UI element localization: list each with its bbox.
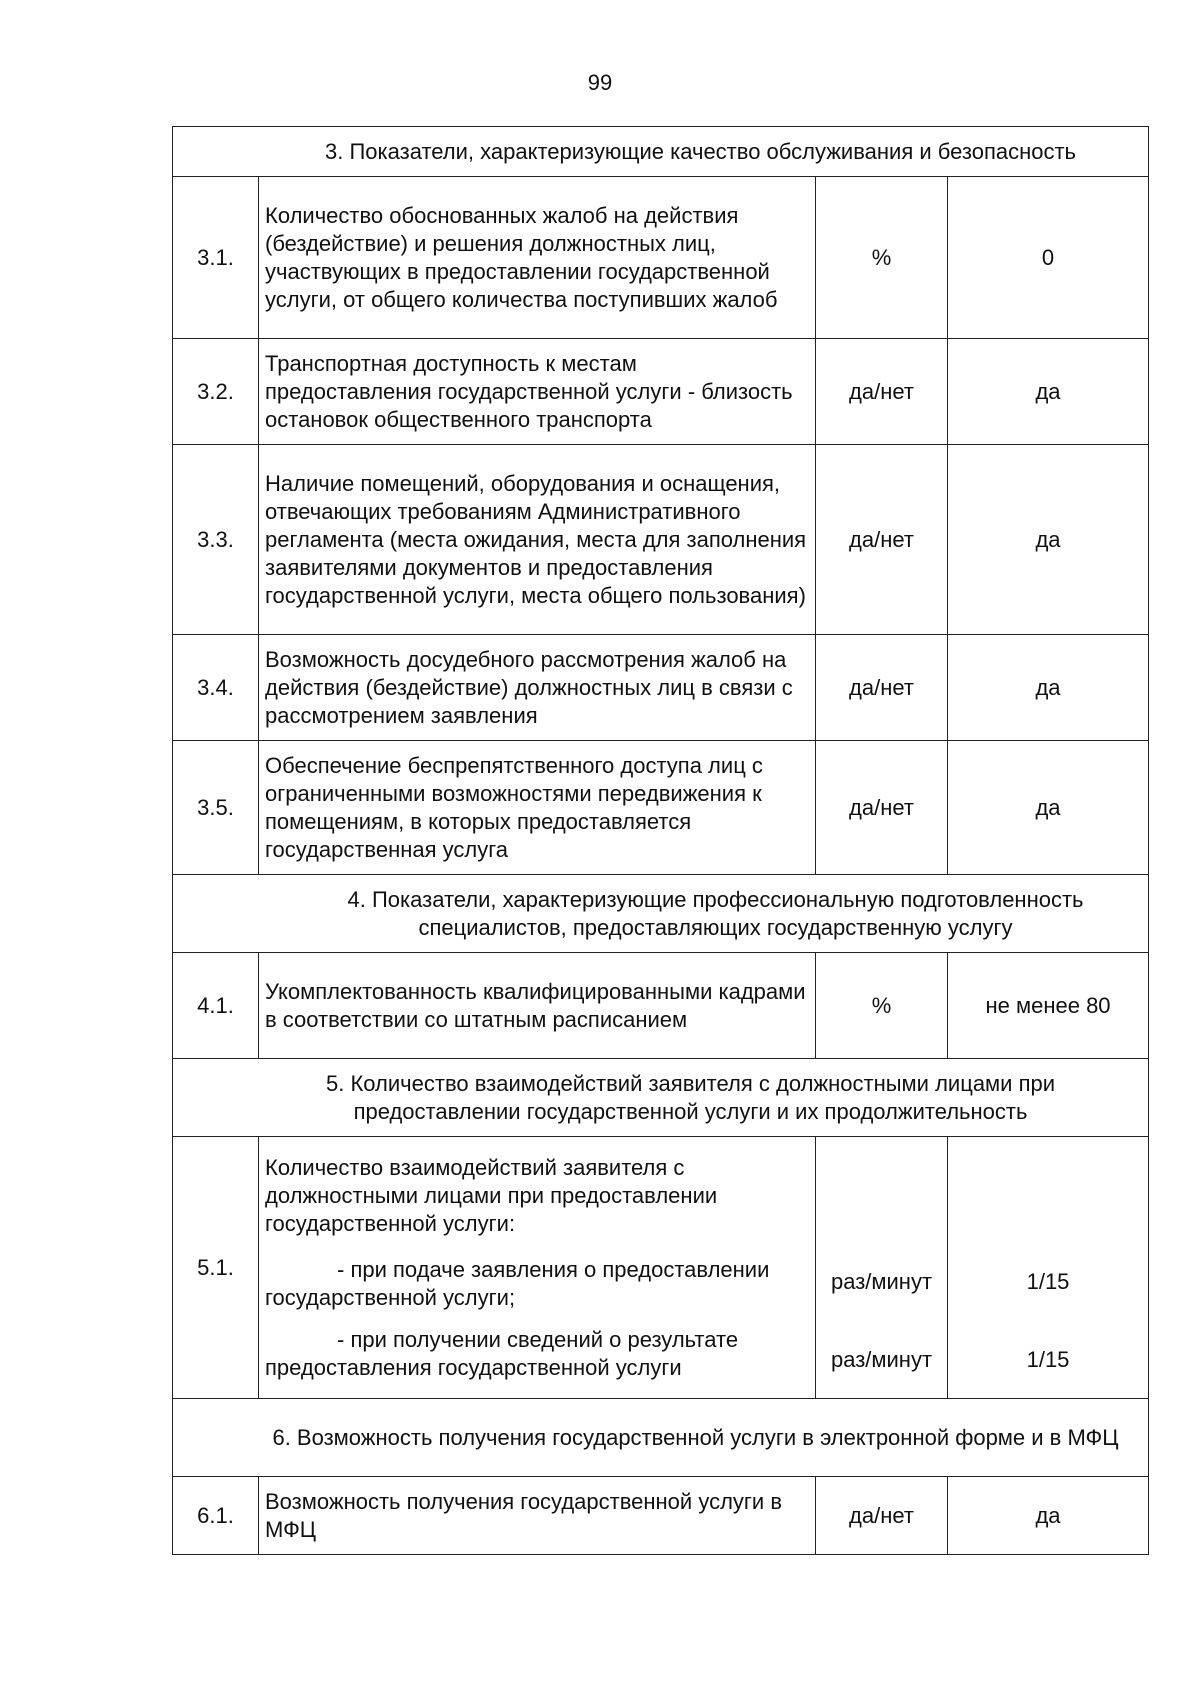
unit-cell: % <box>816 953 948 1059</box>
sub-gap <box>265 1312 809 1326</box>
section-header-row <box>173 127 1149 177</box>
indicator-name: Количество обоснованных жалоб на действия (бездействие) и решения должностных лиц, участвующих в предоставлении государственной услуги, от общего количества поступивших жалоб <box>259 177 816 339</box>
table-row <box>173 445 1149 635</box>
row-number: 3.4. <box>173 635 259 741</box>
indicator-name: Укомплектованность квалифицированными кадрами в соответствии со штатным расписанием <box>259 953 816 1059</box>
table-row <box>173 953 1149 1059</box>
table-row <box>173 1137 1149 1399</box>
section-title: 5. Количество взаимодействий заявителя с должностными лицами при предоставлении государственной услуги и их продолжительность <box>173 1059 1149 1137</box>
section-title: 6. Возможность получения государственной услуги в электронной форме и в МФЦ <box>173 1399 1149 1477</box>
value-cell: да <box>948 635 1149 741</box>
value-cell: не менее 80 <box>948 953 1149 1059</box>
value-cell <box>948 1137 1149 1399</box>
sub-item-text: - при подаче заявления о предоставлении государственной услуги; <box>265 1256 770 1310</box>
section-title: 4. Показатели, характеризующие профессиональную подготовленность специалистов, предоставляющих государственную услугу <box>173 875 1149 953</box>
sub-item-unit: раз/минут <box>830 1346 933 1372</box>
unit-cell: да/нет <box>816 741 948 875</box>
section-header-row <box>173 1059 1149 1137</box>
value-cell: да <box>948 339 1149 445</box>
section-header-row <box>173 1399 1149 1477</box>
table-row <box>173 1477 1149 1555</box>
indicator-name: Транспортная доступность к местам предоставления государственной услуги - близость остановок общественного транспорта <box>259 339 816 445</box>
section-title: 3. Показатели, характеризующие качество обслуживания и безопасность <box>173 127 1149 177</box>
row-number: 6.1. <box>173 1477 259 1555</box>
indicators-table <box>172 126 1149 1555</box>
row-number: 3.2. <box>173 339 259 445</box>
sub-item-value: 1/15 <box>1026 1268 1070 1294</box>
sub-item-unit: раз/минут <box>830 1268 933 1294</box>
unit-cell: да/нет <box>816 339 948 445</box>
unit-cell: % <box>816 177 948 339</box>
unit-cell <box>816 1137 948 1399</box>
row-number: 5.1. <box>173 1137 259 1399</box>
indicator-name: Наличие помещений, оборудования и оснащения, отвечающих требованиям Административного регламента (места ожидания, места для заполнения заявителями документов и предоставления государственной услуги, места общего пользования) <box>259 445 816 635</box>
row-number: 3.5. <box>173 741 259 875</box>
sub-item-text: - при получении сведений о результате предоставления государственной услуги <box>265 1326 739 1380</box>
value-cell: 0 <box>948 177 1149 339</box>
value-cell: да <box>948 445 1149 635</box>
unit-cell: да/нет <box>816 635 948 741</box>
indicator-intro: Количество взаимодействий заявителя с должностными лицами при предоставлении государственной услуги: <box>265 1154 718 1236</box>
row-number: 4.1. <box>173 953 259 1059</box>
row-number: 3.1. <box>173 177 259 339</box>
indicator-name <box>259 1137 816 1399</box>
page-number: 99 <box>587 70 613 95</box>
unit-cell: да/нет <box>816 445 948 635</box>
unit-cell: да/нет <box>816 1477 948 1555</box>
indicator-name: Обеспечение беспрепятственного доступа лиц с ограниченными возможностями передвижения к помещениям, в которых предоставляется государственная услуга <box>259 741 816 875</box>
value-cell: да <box>948 741 1149 875</box>
table-row <box>173 741 1149 875</box>
row-number: 3.3. <box>173 445 259 635</box>
indicator-name: Возможность получения государственной услуги в МФЦ <box>259 1477 816 1555</box>
table-row <box>173 339 1149 445</box>
section-header-row <box>173 875 1149 953</box>
value-cell: да <box>948 1477 1149 1555</box>
sub-item-value: 1/15 <box>1026 1346 1070 1372</box>
indicator-name: Возможность досудебного рассмотрения жалоб на действия (бездействие) должностных лиц в связи с рассмотрением заявления <box>259 635 816 741</box>
table-row <box>173 635 1149 741</box>
table-row <box>173 177 1149 339</box>
